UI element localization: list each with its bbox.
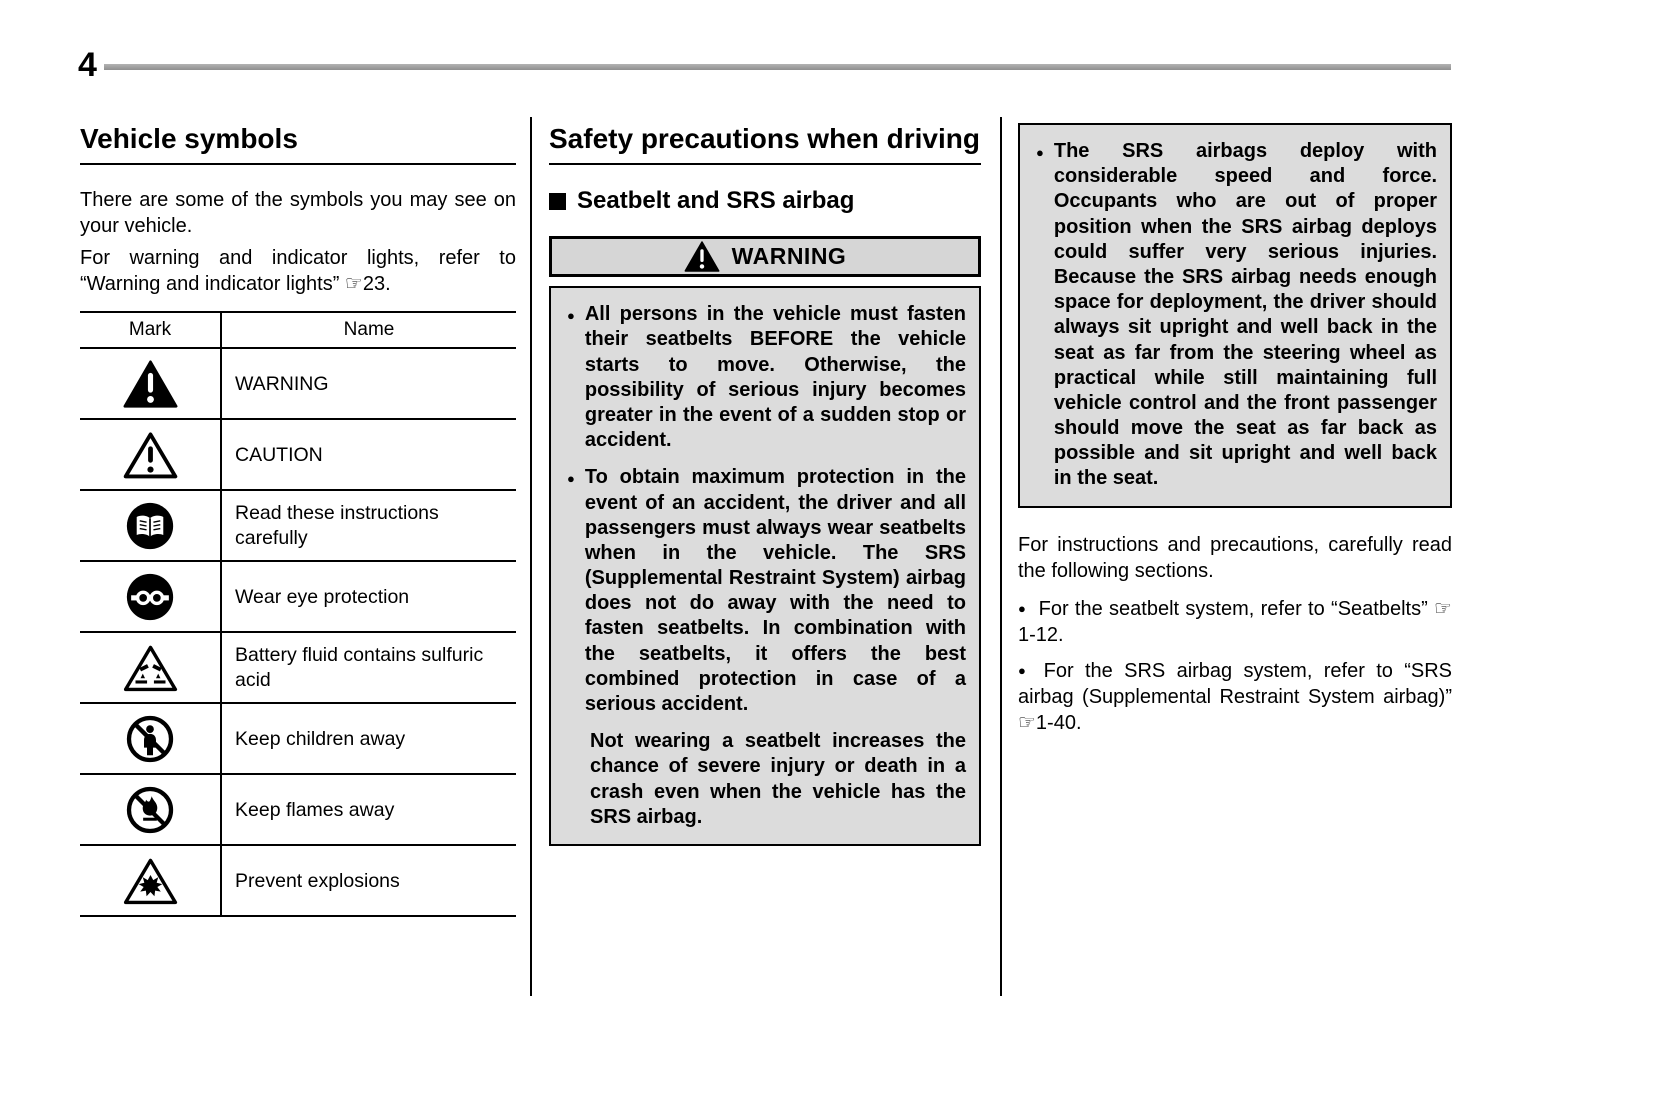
column-divider: [1000, 117, 1002, 996]
warning-bullet-text: To obtain maximum protection in the event of an accident, the driver and all passengers must always wear seatbelts when in the vehicle. The SRS (Supplemental Restraint System) airbag does not do away with the need to fasten seatbelts. In combination with the seatbelts, it offers the best combined protection in case of a serious accident.: [584, 466, 966, 715]
battery-acid-icon: [80, 644, 220, 692]
page-number: 4: [78, 46, 97, 84]
column-safety-precautions: [549, 123, 981, 846]
warning-label: WARNING: [731, 243, 847, 270]
section-square-icon: [549, 193, 566, 210]
srs-warning-box: [1018, 123, 1452, 508]
symbols-table: [80, 311, 516, 917]
prevent-explosions-icon: [80, 857, 220, 905]
reference-bullet: [1018, 596, 1452, 648]
reference-text: For the SRS airbag system, refer to “SRS airbag (Supplemental Restraint System airbag)” ☞1-40.: [1018, 659, 1452, 734]
vehicle-symbols-heading: Vehicle symbols: [80, 123, 516, 165]
symbol-name: Wear eye protection: [221, 561, 516, 632]
table-row: [80, 419, 516, 490]
seatbelt-srs-subheading: [549, 187, 981, 215]
table-row: [80, 845, 516, 916]
symbol-name: Battery fluid contains sulfuric acid: [221, 632, 516, 703]
top-rule: [104, 64, 1451, 70]
warning-continuation-text: Not wearing a seatbelt increases the chance of severe injury or death in a crash even when the vehicle has the SRS airbag.: [590, 730, 966, 828]
warning-bullet-item: [562, 465, 966, 717]
warning-triangle-icon: [684, 241, 720, 272]
table-row: [80, 774, 516, 845]
symbol-name: Read these instructions carefully: [221, 490, 516, 561]
bullet-icon: ●: [1036, 145, 1044, 160]
bullet-icon: ●: [1018, 600, 1027, 616]
subheading-label: Seatbelt and SRS airbag: [577, 187, 855, 215]
column-vehicle-symbols: [80, 123, 516, 917]
table-header-mark: Mark: [80, 312, 221, 348]
symbol-name: Prevent explosions: [221, 845, 516, 916]
intro-paragraph: There are some of the symbols you may see on your vehicle.: [80, 189, 516, 238]
warning-bullet-item: [562, 302, 966, 453]
warning-triangle-filled-icon: [80, 360, 220, 408]
warning-bullet-text: All persons in the vehicle must fasten their seatbelts BEFORE the vehicle starts to move. Otherwise, the possibility of serious injury becomes greater in the event of a sudden stop or accident.: [584, 303, 966, 452]
keep-children-away-icon: [80, 715, 220, 763]
bullet-icon: ●: [1018, 662, 1032, 678]
reference-text: For the seatbelt system, refer to “Seatbelts” ☞1-12.: [1018, 597, 1452, 646]
column-divider: [530, 117, 532, 996]
srs-bullet-text: The SRS airbags deploy with considerable speed and force. Occupants who are out of proper position when the SRS airbag deploys could suffer very serious injuries. Because the SRS airbag needs enough space for deployment, the driver should always sit upright and well back in the seat as far from the steering wheel as practical while still maintaining full vehicle control and the front passenger should move the seat as far back as possible and sit upright and well back in the seat.: [1053, 140, 1437, 490]
read-instructions-icon: [80, 502, 220, 550]
keep-flames-away-icon: [80, 786, 220, 834]
table-row: [80, 348, 516, 419]
symbol-name: WARNING: [221, 348, 516, 419]
warning-content-box: [549, 286, 981, 846]
table-row: [80, 490, 516, 561]
table-header-row: [80, 312, 516, 348]
table-row: [80, 561, 516, 632]
safety-precautions-heading: Safety precautions when driving: [549, 123, 981, 165]
table-row: [80, 703, 516, 774]
warning-header-box: [549, 236, 981, 277]
srs-bullet-item: [1031, 139, 1437, 492]
reference-bullet: [1018, 658, 1452, 736]
bullet-icon: ●: [567, 471, 575, 487]
symbol-name: CAUTION: [221, 419, 516, 490]
table-row: [80, 632, 516, 703]
refer-paragraph: For warning and indicator lights, refer to “Warning and indicator lights” ☞23.: [80, 247, 516, 296]
symbol-name: Keep children away: [221, 703, 516, 774]
symbol-name: Keep flames away: [221, 774, 516, 845]
caution-triangle-icon: [80, 431, 220, 479]
eye-protection-icon: [80, 573, 220, 621]
instructions-paragraph: For instructions and precautions, carefully read the following sections.: [1018, 533, 1452, 582]
table-header-name: Name: [221, 312, 516, 348]
bullet-icon: ●: [567, 308, 575, 324]
column-srs-info: [1018, 123, 1452, 746]
